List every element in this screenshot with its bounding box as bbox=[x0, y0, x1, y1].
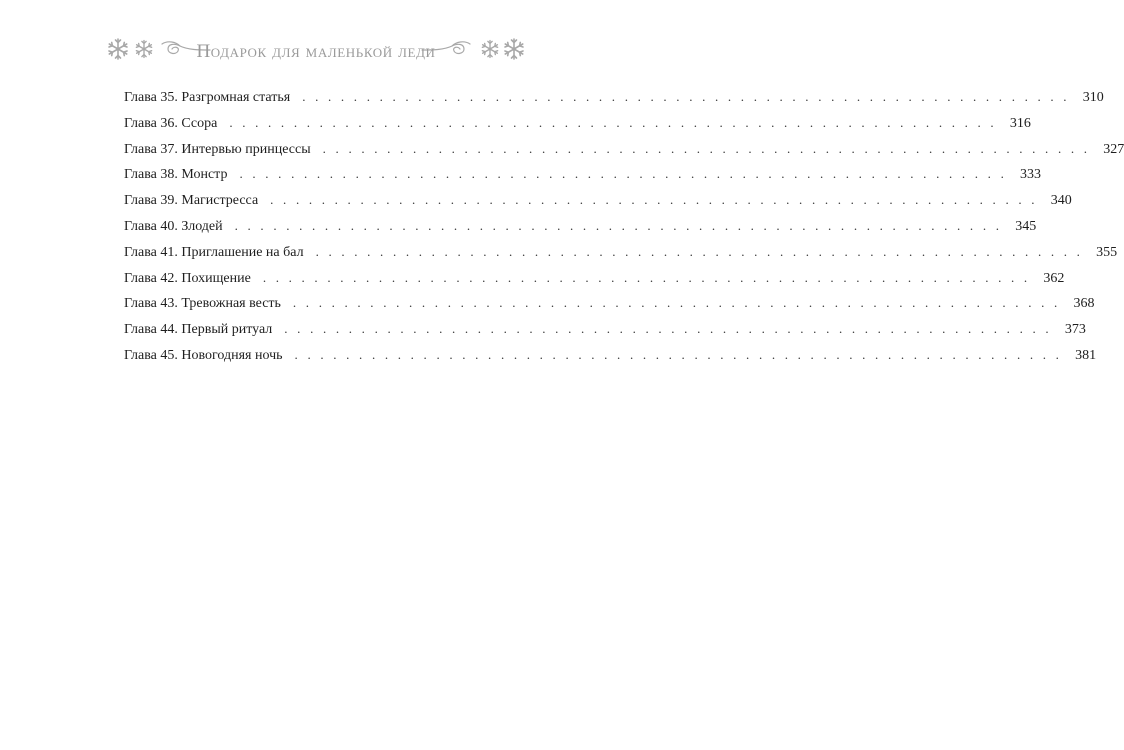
table-of-contents bbox=[124, 84, 1124, 368]
page-number: 362 bbox=[1043, 270, 1065, 286]
dot-leader: . . . . . . . . . . . . . . . . . . . . . . . . . . . . . . . . . . . . . . . . . . . . . . . . . . . . . . . . . . . . bbox=[270, 192, 1038, 208]
chapter-title: Глава 45. Новогодняя ночь bbox=[124, 347, 283, 363]
chapter-title: Глава 38. Монстр bbox=[124, 167, 228, 183]
page-number: 333 bbox=[1020, 167, 1042, 183]
toc-entry bbox=[124, 316, 1086, 342]
chapter-title: Глава 39. Магистресса bbox=[124, 193, 259, 209]
toc-entry bbox=[124, 187, 1072, 213]
toc-entry bbox=[124, 290, 1095, 316]
page-number: 327 bbox=[1103, 141, 1124, 157]
page-number: 355 bbox=[1096, 244, 1118, 260]
toc-entry bbox=[124, 265, 1065, 291]
chapter-title: Глава 42. Похищение bbox=[124, 270, 251, 286]
page-number: 316 bbox=[1009, 115, 1031, 131]
dot-leader: . . . . . . . . . . . . . . . . . . . . . . . . . . . . . . . . . . . . . . . . . . . . . . . . . . . . . . . . . . . . bbox=[229, 114, 997, 130]
toc-entry bbox=[124, 239, 1118, 265]
page-number: 310 bbox=[1082, 90, 1104, 105]
dot-leader: . . . . . . . . . . . . . . . . . . . . . . . . . . . . . . . . . . . . . . . . . . . . . . . . . . . . . . . . . . . . bbox=[284, 321, 1052, 337]
dot-leader: . . . . . . . . . . . . . . . . . . . . . . . . . . . . . . . . . . . . . . . . . . . . . . . . . . . . . . . . . . . . bbox=[302, 89, 1070, 104]
dot-leader: . . . . . . . . . . . . . . . . . . . . . . . . . . . . . . . . . . . . . . . . . . . . . . . . . . . . . . . . . . . . bbox=[315, 243, 1084, 259]
dot-leader: . . . . . . . . . . . . . . . . . . . . . . . . . . . . . . . . . . . . . . . . . . . . . . . . . . . . . . . . . . . . bbox=[322, 140, 1091, 156]
chapter-title: Глава 40. Злодей bbox=[124, 218, 223, 234]
dot-leader: . . . . . . . . . . . . . . . . . . . . . . . . . . . . . . . . . . . . . . . . . . . . . . . . . . . . . . . . . . . . bbox=[294, 346, 1063, 362]
chapter-title: Глава 37. Интервью принцессы bbox=[124, 141, 311, 157]
page-number: 340 bbox=[1050, 193, 1072, 209]
chapter-title: Глава 44. Первый ритуал bbox=[124, 322, 273, 338]
page-number: 381 bbox=[1075, 347, 1097, 363]
page-number: 345 bbox=[1015, 218, 1037, 234]
dot-leader: . . . . . . . . . . . . . . . . . . . . . . . . . . . . . . . . . . . . . . . . . . . . . . . . . . . . . . . . . . . . bbox=[262, 269, 1031, 285]
page-number: 368 bbox=[1073, 296, 1095, 312]
running-header bbox=[104, 32, 528, 72]
chapter-title: Глава 43. Тревожная весть bbox=[124, 296, 281, 312]
toc-entry bbox=[124, 342, 1097, 368]
dot-leader: . . . . . . . . . . . . . . . . . . . . . . . . . . . . . . . . . . . . . . . . . . . . . . . . . . . . . . . . . . . . bbox=[234, 217, 1003, 233]
toc-entry bbox=[124, 161, 1042, 187]
chapter-title: Глава 36. Ссора bbox=[124, 115, 218, 131]
toc-entry bbox=[124, 213, 1037, 239]
chapter-title: Глава 35. Разгромная статья bbox=[124, 90, 291, 105]
dot-leader: . . . . . . . . . . . . . . . . . . . . . . . . . . . . . . . . . . . . . . . . . . . . . . . . . . . . . . . . . . . . bbox=[292, 295, 1061, 311]
toc-entry bbox=[124, 136, 1124, 162]
page-number: 373 bbox=[1064, 322, 1086, 338]
chapter-title: Глава 41. Приглашение на бал bbox=[124, 244, 304, 260]
book-title: Подарок для маленькой леди bbox=[196, 41, 436, 62]
toc-entry bbox=[124, 84, 1104, 110]
toc-entry bbox=[124, 110, 1031, 136]
dot-leader: . . . . . . . . . . . . . . . . . . . . . . . . . . . . . . . . . . . . . . . . . . . . . . . . . . . . . . . . . . . . bbox=[239, 166, 1008, 182]
